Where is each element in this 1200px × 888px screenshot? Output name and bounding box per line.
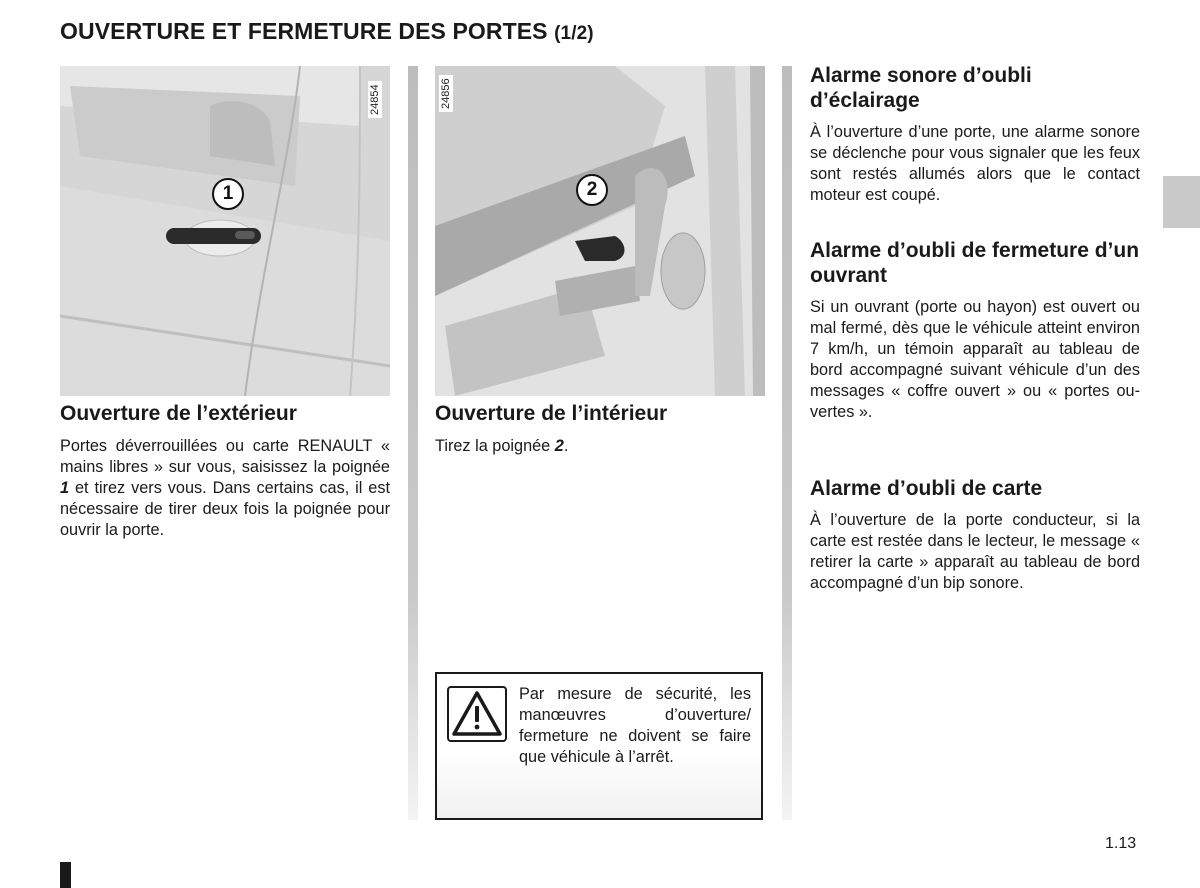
- safety-warning-text: Par mesure de sécurité, les manœuvres d’ouverture/ fermeture ne doivent se faire que véhicule à l’arrêt.: [519, 685, 751, 766]
- interior-opening-paragraph: [435, 436, 765, 457]
- exterior-text-before: Portes déverrouillées ou carte RENAULT « mains libres » sur vous, saisissez la poignée: [60, 437, 390, 476]
- callout-badge-2: 2: [576, 174, 608, 206]
- heading-interior-opening: Ouverture de l’intérieur: [435, 402, 668, 425]
- heading-open-door-alarm: Alarme d’oubli de fermeture d’un ouvrant: [810, 239, 1140, 287]
- page-title-part: (1/2): [554, 23, 594, 44]
- lights-alarm-paragraph: À l’ouverture d’une porte, une alarme sonore se déclenche pour vous signaler que les feux sont restés allumés alors que le contact moteur est coupé.: [810, 123, 1140, 204]
- callout-badge-1: 1: [212, 178, 244, 210]
- section-tab-marker: [1163, 176, 1200, 228]
- warning-triangle-icon: [447, 686, 507, 742]
- page-title: [60, 18, 594, 45]
- interior-text-after: .: [563, 437, 569, 455]
- interior-door-illustration: [435, 66, 765, 396]
- column-divider-right: [782, 66, 792, 820]
- page-corner-mark: [60, 862, 71, 888]
- heading-card-alarm: Alarme d’oubli de carte: [810, 477, 1043, 500]
- interior-text-before: Tirez la poignée: [435, 437, 555, 455]
- card-alarm-paragraph: À l’ouverture de la porte conducteur, si la carte est restée dans le lecteur, le message « retirer la carte » apparaît au tableau de bord accompagné d’un bip sonore.: [810, 511, 1140, 592]
- interior-text-ref: 2: [554, 437, 564, 455]
- exterior-opening-paragraph: [60, 436, 390, 541]
- exterior-text-after: et tirez vers vous. Dans certains cas, il est nécessaire de tirer deux fois la poignée pour ouvrir la porte.: [60, 479, 390, 539]
- heading-exterior-opening: Ouverture de l’extérieur: [60, 402, 297, 425]
- column-divider-left: [408, 66, 418, 820]
- figure-ref-code-1: 24854: [368, 81, 382, 118]
- heading-lights-alarm: Alarme sonore d’oubli d’éclairage: [810, 64, 1032, 112]
- page-number: 1.13: [1105, 835, 1137, 852]
- exterior-door-illustration: [60, 66, 390, 396]
- page-title-text: OUVERTURE ET FERMETURE DES PORTES: [60, 18, 548, 44]
- safety-warning-box: [435, 672, 763, 820]
- figure-ref-code-2: 24856: [439, 75, 453, 112]
- open-door-alarm-paragraph: Si un ouvrant (porte ou hayon) est ouvert ou mal fermé, dès que le véhicule atteint environ 7 km/h, un témoin apparaît au tableau de bord accompagné suivant véhicule d’un des messages « coffre ouvert » ou « portes ouvertes ».: [810, 298, 1140, 421]
- exterior-text-ref: 1: [60, 479, 70, 497]
